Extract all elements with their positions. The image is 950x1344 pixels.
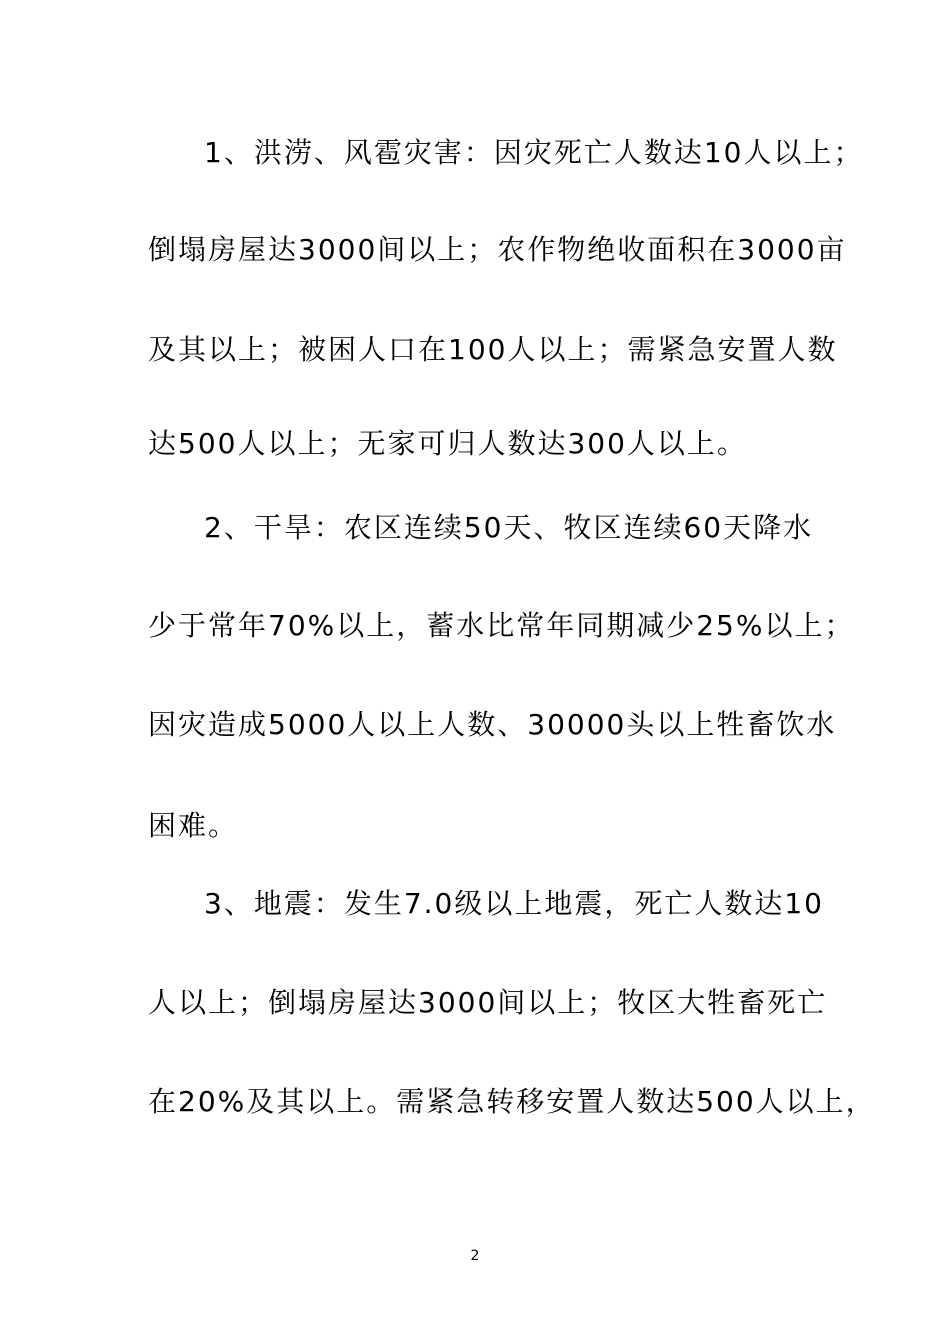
text-line: 倒塌房屋达3000间以上；农作物绝收面积在3000亩	[148, 233, 847, 266]
text-line: 3、地震：发生7.0级以上地震，死亡人数达10	[204, 887, 824, 920]
text-line: 困难。	[148, 809, 239, 842]
text-line: 2、干旱：农区连续50天、牧区连续60天降水	[204, 511, 814, 544]
text-line: 在20%及其以上。需紧急转移安置人数达500人以上，	[148, 1085, 876, 1118]
text-line: 1、洪涝、风雹灾害：因灾死亡人数达10人以上；	[204, 136, 864, 169]
text-line: 少于常年70%以上，蓄水比常年同期减少25%以上；	[148, 609, 855, 642]
text-line: 达500人以上；无家可归人数达300人以上。	[148, 427, 747, 460]
text-line: 人以上；倒塌房屋达3000间以上；牧区大牲畜死亡	[148, 986, 828, 1019]
text-line: 因灾造成5000人以上人数、30000头以上牲畜饮水	[148, 708, 837, 741]
page-number: 2	[470, 1248, 480, 1264]
text-line: 及其以上；被困人口在100人以上；需紧急安置人数	[148, 333, 838, 366]
